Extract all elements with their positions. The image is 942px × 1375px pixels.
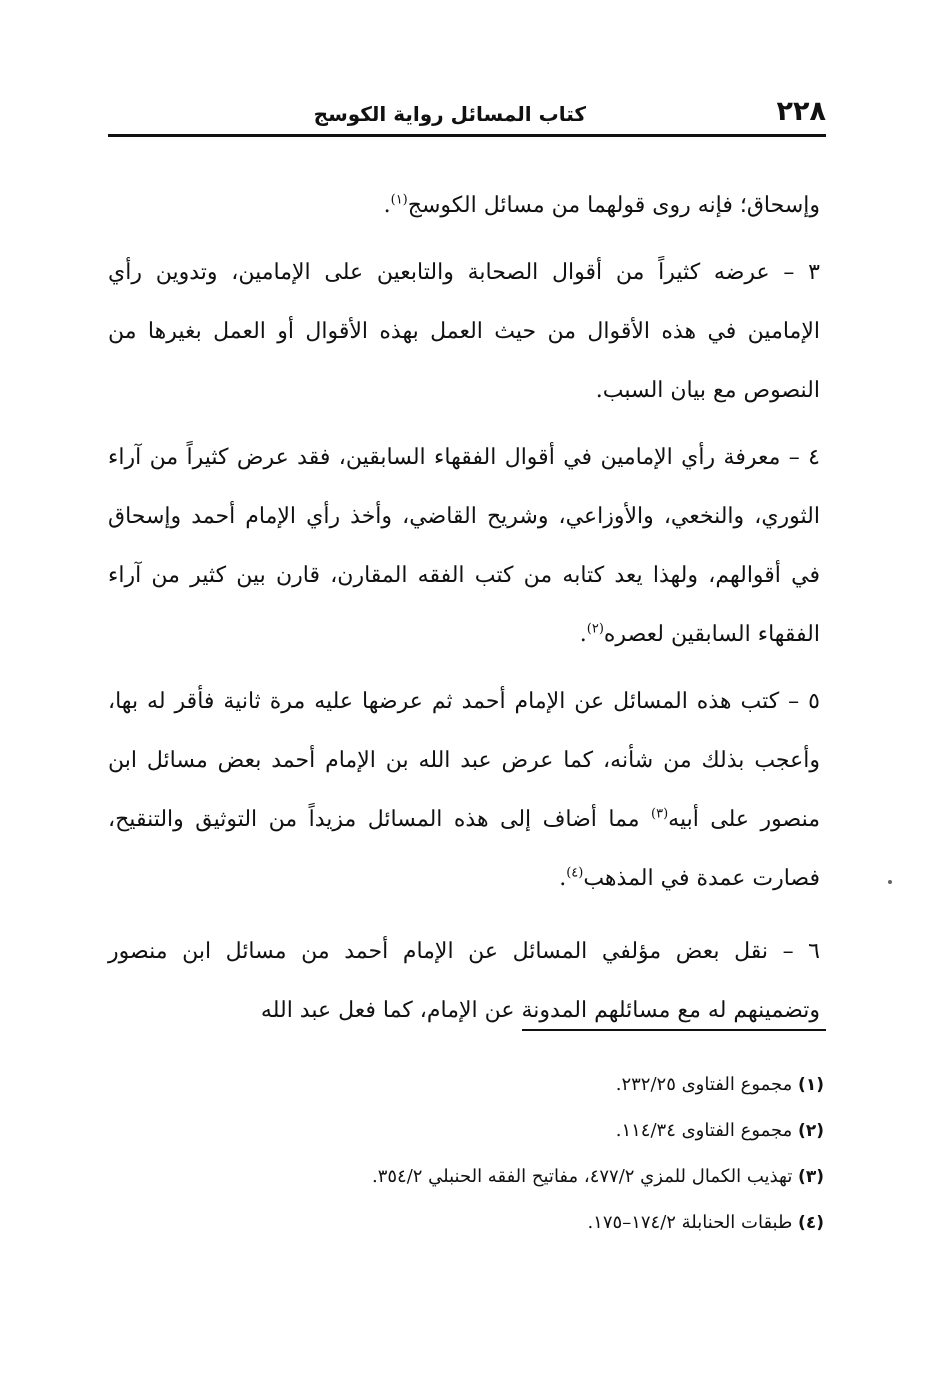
footnotes	[108, 1062, 824, 1246]
footnote-number: (١)	[798, 1075, 824, 1095]
footnote-ref-2: (٢)	[586, 621, 604, 637]
footnote-separator	[522, 1029, 826, 1031]
footnote-ref-3: (٣)	[651, 806, 669, 822]
page-number: ٢٢٨	[776, 96, 826, 127]
scan-speck	[888, 880, 892, 884]
paragraph-1-text: وإسحاق؛ فإنه روى قولهما من مسائل الكوسج	[407, 193, 820, 218]
paragraph-1	[108, 176, 820, 235]
paragraph-3-end: .	[579, 622, 587, 647]
footnote-3	[108, 1154, 824, 1200]
footnote-text: مجموع الفتاوى ١١٤/٣٤.	[615, 1120, 799, 1141]
paragraph-5: ٦ – نقل بعض مؤلفي المسائل عن الإمام أحمد من مسائل ابن منصور وتضمينهم له مع مسائلهم المدونة عن الإمام، كما فعل عبد الله	[108, 939, 820, 1023]
footnote-number: (٣)	[798, 1167, 824, 1187]
footnote-1	[108, 1062, 824, 1108]
page-header	[108, 92, 826, 132]
paragraph-4-text-a: ٥ – كتب هذه المسائل عن الإمام أحمد ثم عرضها عليه مرة ثانية فأقر له بها، وأعجب بذلك من شأنه، كما عرض عبد الله بن الإمام أحمد بعض مسائل ابن منصور على أبيه	[108, 689, 820, 832]
paragraph-3	[108, 428, 820, 664]
main-text	[108, 176, 820, 1040]
footnote-text: طبقات الحنابلة ١٧٤/٢–١٧٥.	[587, 1212, 799, 1233]
footnote-number: (٢)	[798, 1121, 824, 1141]
paragraph-3-text: ٤ – معرفة رأي الإمامين في أقوال الفقهاء السابقين، فقد عرض كثيراً من آراء الثوري، والنخعي، والأوزاعي، وشريح القاضي، وأخذ رأي الإمام أحمد وإسحاق في أقوالهم، ولهذا يعد كتابه من كتب الفقه المقارن، قارن بين كثير من آراء الفقهاء السابقين لعصره	[108, 445, 820, 647]
paragraph-2: ٣ – عرضه كثيراً من أقوال الصحابة والتابعين على الإمامين، وتدوين رأي الإمامين في هذه الأقوال من حيث العمل بهذه الأقوال أو العمل بغيرها من النصوص مع بيان السبب.	[108, 260, 820, 403]
footnote-text: مجموع الفتاوى ٢٣٢/٢٥.	[615, 1074, 799, 1095]
footnote-ref-4: (٤)	[566, 865, 584, 881]
footnote-number: (٤)	[798, 1213, 824, 1233]
footnote-2	[108, 1108, 824, 1154]
paragraph-4-end: .	[559, 866, 567, 891]
footnote-ref-1: (١)	[390, 192, 408, 208]
footnote-text: تهذيب الكمال للمزي ٤٧٧/٢، مفاتيح الفقه الحنبلي ٣٥٤/٢.	[371, 1166, 799, 1187]
footnote-4	[108, 1200, 824, 1246]
paragraph-4-text-b: مما أضاف إلى هذه المسائل مزيداً من التوثيق والتنقيح، فصارت عمدة في المذهب	[108, 807, 820, 891]
paragraph-4	[108, 672, 820, 908]
running-title: كتاب المسائل رواية الكوسج	[313, 102, 586, 126]
header-rule	[108, 134, 826, 137]
paragraph-1-end: .	[383, 193, 391, 218]
